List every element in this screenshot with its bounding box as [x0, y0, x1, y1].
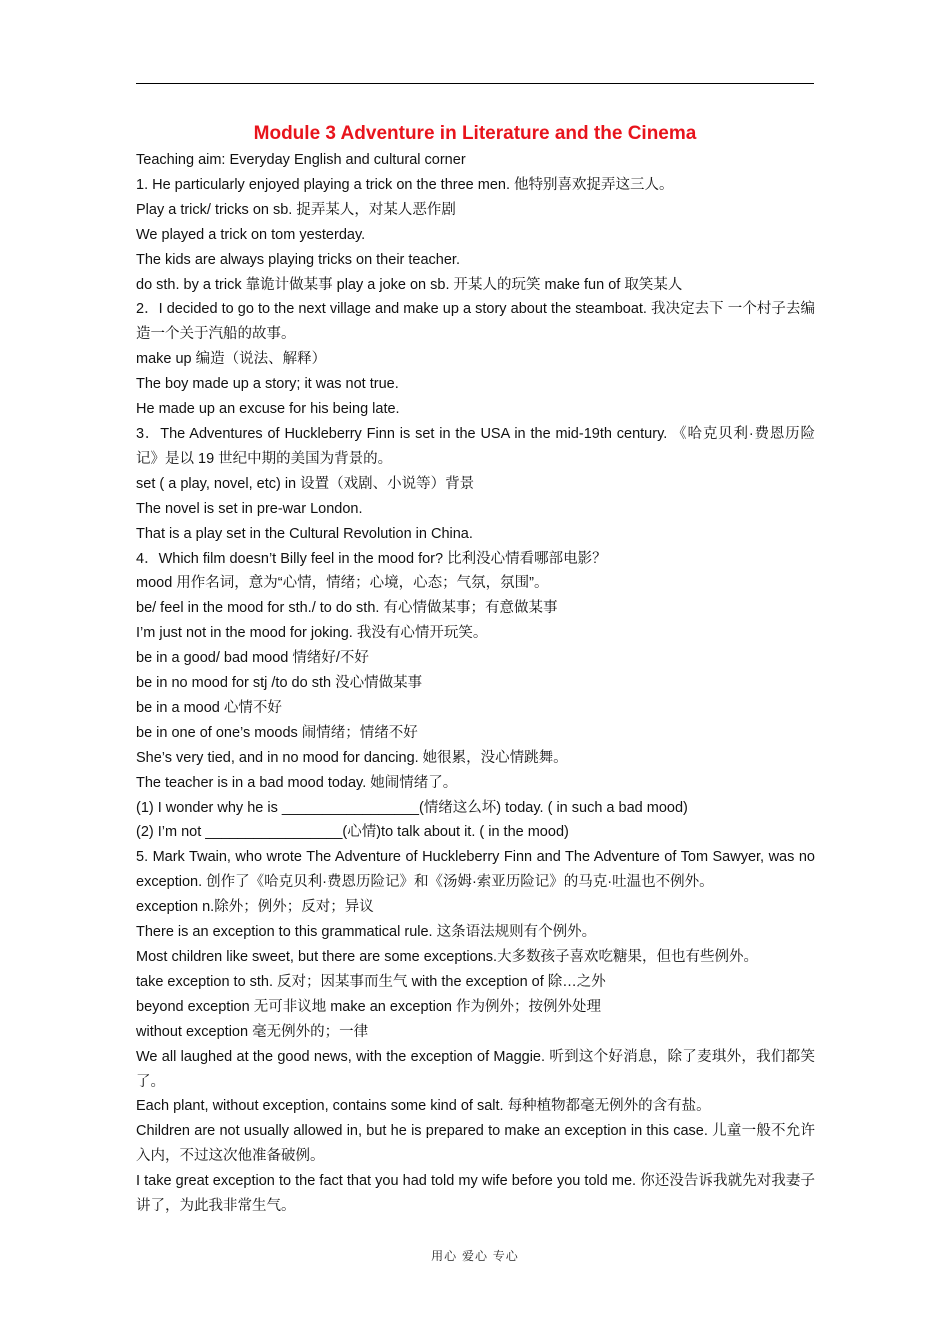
text-line: She’s very tied, and in no mood for dancing. 她很累，没心情跳舞。	[136, 749, 568, 766]
text-line: make up 编造（说法、解释）	[136, 351, 327, 368]
text-line: We played a trick on tom yesterday.	[136, 226, 366, 243]
page-footer: 用心 爱心 专心	[431, 1249, 519, 1263]
text-line: do sth. by a trick 靠诡计做某事 play a joke on sb. 开某人的玩笑 make fun of 取笑某人	[136, 276, 683, 293]
text-line: be in one of one’s moods 闹情绪；情绪不好	[136, 724, 418, 741]
text-line: take exception to sth. 反对；因某事而生气 with the exception of 除…之外	[136, 973, 606, 990]
text-line: Teaching aim: Everyday English and cultural corner	[136, 152, 466, 168]
text-line: be in no mood for stj /to do sth 没心情做某事	[136, 675, 423, 692]
text-line: Play a trick/ tricks on sb. 捉弄某人，对某人恶作剧	[136, 201, 456, 218]
text-line: mood 用作名词，意为“心情，情绪；心境，心态；气氛，氛围”。	[136, 575, 549, 592]
text-line: I take great exception to the fact that you had told my wife before you told me. 你还没告诉我就先对我妻子讲了，为此我非常生气。	[136, 1173, 815, 1215]
text-line: 1. He particularly enjoyed playing a trick on the three men. 他特别喜欢捉弄这三人。	[136, 176, 674, 193]
text-line: Children are not usually allowed in, but he is prepared to make an exception in this case. 儿童一般不允许入内，不过这次他准备破例。	[136, 1123, 815, 1165]
text-line: (2) I’m not _________________(心情)to talk about it. ( in the mood)	[136, 824, 569, 841]
document-title: Module 3 Adventure in Literature and the Cinema	[253, 123, 697, 144]
text-line: be/ feel in the mood for sth./ to do sth. 有心情做某事；有意做某事	[136, 600, 558, 617]
text-line: be in a mood 心情不好	[136, 699, 282, 716]
text-line: 2．I decided to go to the next village and make up a story about the steamboat. 我决定去下 一个村子去编造一个关于汽船的故事。	[136, 301, 815, 343]
text-line: There is an exception to this grammatical rule. 这条语法规则有个例外。	[136, 924, 597, 941]
text-line: That is a play set in the Cultural Revolution in China.	[136, 525, 473, 542]
text-line: be in a good/ bad mood 情绪好/不好	[136, 650, 369, 667]
document-body	[136, 148, 815, 1219]
text-line: exception n.除外；例外；反对；异议	[136, 899, 374, 916]
text-line: beyond exception 无可非议地 make an exception 作为例外；按例外处理	[136, 998, 601, 1015]
text-line: 4．Which film doesn’t Billy feel in the mood for? 比利没心情看哪部电影？	[136, 550, 607, 567]
text-line: We all laughed at the good news, with the exception of Maggie. 听到这个好消息，除了麦琪外，我们都笑了。	[136, 1048, 815, 1090]
text-line: Each plant, without exception, contains some kind of salt. 每种植物都毫无例外的含有盐。	[136, 1098, 711, 1115]
text-line: The novel is set in pre-war London.	[136, 500, 363, 517]
text-line: The teacher is in a bad mood today. 她闹情绪了。	[136, 774, 458, 791]
text-line: without exception 毫无例外的；一律	[136, 1023, 369, 1040]
text-line: The kids are always playing tricks on their teacher.	[136, 251, 460, 268]
text-line: The boy made up a story; it was not true.	[136, 376, 399, 393]
text-line: Most children like sweet, but there are some exceptions.大多数孩子喜欢吃糖果，但也有些例外。	[136, 949, 759, 965]
text-line: 5. Mark Twain, who wrote The Adventure of Huckleberry Finn and The Adventure of Tom Sawyer, was no exception. 创作了《哈克贝利·费恩历险记》和《汤姆·索亚历险记》的马克·吐温也不例外。	[136, 849, 815, 891]
text-line: (1) I wonder why he is _________________(情绪这么坏) today. ( in such a bad mood)	[136, 799, 688, 816]
header-rule	[136, 83, 814, 84]
text-line: 3．The Adventures of Huckleberry Finn is set in the USA in the mid-19th century. 《哈克贝利·费恩历险记》是以 19 世纪中期的美国为背景的。	[136, 425, 815, 467]
text-line: set ( a play, novel, etc) in 设置（戏剧、小说等）背景	[136, 475, 475, 492]
text-line: I’m just not in the mood for joking. 我没有心情开玩笑。	[136, 625, 488, 642]
text-line: He made up an excuse for his being late.	[136, 401, 400, 418]
